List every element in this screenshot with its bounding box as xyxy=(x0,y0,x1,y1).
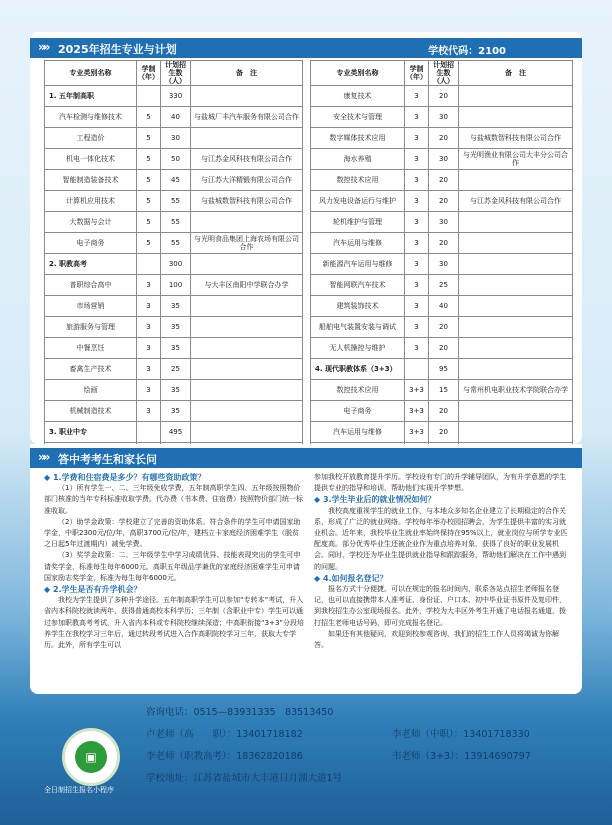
plan-cell: 30 xyxy=(161,128,191,149)
faq-question-4: ◆ 4.如何报名登记？ xyxy=(314,573,388,583)
major-cell: 风力发电设备运行与维护 xyxy=(311,191,405,212)
admission-plan-card xyxy=(30,32,582,444)
note-cell: 与盐城数智科技有限公司合作 xyxy=(191,191,303,212)
major-cell: 计算机应用技术 xyxy=(45,191,137,212)
school-code: 学校代码：2100 xyxy=(428,46,506,57)
years-cell: 3 xyxy=(405,254,429,275)
major-cell: 建筑装饰技术 xyxy=(311,296,405,317)
major-cell: 中餐烹饪 xyxy=(45,338,137,359)
major-cell: 轮机维护与管理 xyxy=(311,212,405,233)
plan-cell: 20 xyxy=(429,422,459,443)
faq-title-bar xyxy=(30,448,582,468)
years-cell: 3 xyxy=(137,359,161,380)
major-cell: 数控技术应用 xyxy=(311,380,405,401)
years-cell: 5 xyxy=(137,233,161,254)
table-row xyxy=(45,170,303,191)
years-cell: 3 xyxy=(405,170,429,191)
years-cell xyxy=(137,422,161,443)
years-cell xyxy=(137,86,161,107)
plan-cell: 40 xyxy=(161,107,191,128)
major-cell: 机电一体化技术 xyxy=(45,149,137,170)
years-cell: 3 xyxy=(405,212,429,233)
table-row xyxy=(311,191,573,212)
plan-cell: 20 xyxy=(429,401,459,422)
table-row xyxy=(311,422,573,443)
major-cell: 无人机操控与维护 xyxy=(311,338,405,359)
plan-cell: 35 xyxy=(161,317,191,338)
table-row xyxy=(45,317,303,338)
note-cell xyxy=(459,170,573,191)
table-row xyxy=(45,338,303,359)
major-cell: 海水养殖 xyxy=(311,149,405,170)
teacher-contact-1: 卢老师（高 职）：13401718182 xyxy=(146,729,303,740)
major-cell: 工程造价 xyxy=(45,128,137,149)
major-cell: 数控技术应用 xyxy=(311,170,405,191)
plan-cell: 45 xyxy=(161,170,191,191)
years-cell: 3 xyxy=(137,317,161,338)
col-header-plan: 计划招生数（人） xyxy=(161,61,191,86)
faq-answer-1-1: （1）所有学生一、二、三年级免收学费，五年制高职学生四、五年级按照物价部门核准的当年专科标准收取学费。代办费（书本费、住宿费）按照物价部门统一标准收取。 xyxy=(44,484,303,515)
note-cell xyxy=(459,401,573,422)
years-cell: 3 xyxy=(405,107,429,128)
plan-cell: 55 xyxy=(161,191,191,212)
note-cell xyxy=(459,275,573,296)
qr-caption: 全日制招生报名小程序 xyxy=(44,786,114,794)
section-row xyxy=(311,359,573,380)
table-row xyxy=(311,212,573,233)
plan-cell: 35 xyxy=(161,380,191,401)
plan-cell: 20 xyxy=(429,128,459,149)
note-cell xyxy=(191,254,303,275)
plan-cell: 100 xyxy=(161,275,191,296)
note-cell xyxy=(191,212,303,233)
note-cell xyxy=(191,338,303,359)
plan-cell: 20 xyxy=(429,317,459,338)
major-cell: 普职综合高中 xyxy=(45,275,137,296)
major-cell: 数字媒体技术应用 xyxy=(311,128,405,149)
contact-block xyxy=(110,696,580,816)
years-cell: 3 xyxy=(405,338,429,359)
col-header-major: 专业类别名称 xyxy=(45,61,137,86)
col-header-plan: 计划招生数（人） xyxy=(429,61,459,86)
table-row xyxy=(311,233,573,254)
note-cell xyxy=(459,338,573,359)
table-row xyxy=(311,128,573,149)
years-cell: 3 xyxy=(405,275,429,296)
plan-cell: 30 xyxy=(429,107,459,128)
note-cell: 与盐城数智科技有限公司合作 xyxy=(459,128,573,149)
note-cell: 与江苏大洋精锻有限公司合作 xyxy=(191,170,303,191)
col-header-years: 学制（年） xyxy=(137,61,161,86)
major-cell: 2. 职教高考 xyxy=(45,254,137,275)
note-cell xyxy=(191,86,303,107)
years-cell: 3 xyxy=(405,317,429,338)
table-row xyxy=(311,254,573,275)
note-cell xyxy=(459,296,573,317)
years-cell: 3 xyxy=(137,401,161,422)
plan-cell: 35 xyxy=(161,401,191,422)
years-cell: 3 xyxy=(137,338,161,359)
plan-cell: 30 xyxy=(429,149,459,170)
plan-cell: 495 xyxy=(161,422,191,443)
table-row xyxy=(45,233,303,254)
major-cell: 汽车运用与维修 xyxy=(311,233,405,254)
col-header-note: 备 注 xyxy=(459,61,573,86)
note-cell: 与大丰区南阳中学联合办学 xyxy=(191,275,303,296)
plan-cell: 20 xyxy=(429,338,459,359)
note-cell xyxy=(191,317,303,338)
double-chevron-icon: »» xyxy=(38,450,48,464)
table-row xyxy=(45,128,303,149)
years-cell: 3 xyxy=(405,233,429,254)
plan-table-right xyxy=(310,60,573,444)
col-header-major: 专业类别名称 xyxy=(311,61,405,86)
faq-answer-4-1: 报名方式十分便捷。可以在规定的报名时间内，联系各站点招生老师报名登记，也可以直接携带本人准考证、身份证、户口本、初中毕业证书原件及复印件，到我校招生办公室现场报名。此外，学校为大丰区外考生开通了电话报名通道，拨打招生老师电话号码，即可完成报名登记。 xyxy=(314,585,566,627)
years-cell xyxy=(405,359,429,380)
table-row xyxy=(45,359,303,380)
note-cell xyxy=(191,401,303,422)
major-cell: 安全技术与管理 xyxy=(311,107,405,128)
plan-title: 2025年招生专业与计划 xyxy=(58,43,177,56)
years-cell: 3 xyxy=(405,149,429,170)
faq-title: 答中考考生和家长问 xyxy=(58,453,157,466)
note-cell: 与光明食品集团上海农场有限公司合作 xyxy=(191,233,303,254)
faq-card xyxy=(30,444,582,694)
years-cell: 3 xyxy=(405,296,429,317)
major-cell: 电子商务 xyxy=(45,233,137,254)
years-cell: 3 xyxy=(137,296,161,317)
major-cell: 电子商务 xyxy=(311,401,405,422)
faq-left-column xyxy=(44,472,306,651)
years-cell: 3+3 xyxy=(405,401,429,422)
major-cell: 旅游服务与管理 xyxy=(45,317,137,338)
major-cell: 机械制造技术 xyxy=(45,401,137,422)
major-cell: 大数据与会计 xyxy=(45,212,137,233)
years-cell: 3 xyxy=(137,380,161,401)
major-cell: 智能制造装备技术 xyxy=(45,170,137,191)
faq-question-1: ◆ 1.学费和住宿费是多少？有哪些资助政策？ xyxy=(44,473,206,482)
plan-cell: 35 xyxy=(161,296,191,317)
major-cell: 1. 五年制高职 xyxy=(45,86,137,107)
years-cell: 3+3 xyxy=(405,380,429,401)
section-row xyxy=(45,422,303,443)
section-row xyxy=(45,254,303,275)
plan-cell: 95 xyxy=(429,359,459,380)
major-cell: 新能源汽车运用与维修 xyxy=(311,254,405,275)
years-cell xyxy=(137,254,161,275)
teacher-contact-4: 韦老师（3+3）：13914690797 xyxy=(392,751,531,762)
note-cell xyxy=(191,422,303,443)
plan-cell: 35 xyxy=(161,338,191,359)
table-row xyxy=(311,338,573,359)
note-cell: 与江苏金风科技有限公司合作 xyxy=(459,191,573,212)
years-cell: 5 xyxy=(137,149,161,170)
plan-cell: 20 xyxy=(429,233,459,254)
plan-cell: 15 xyxy=(429,380,459,401)
consult-phone: 咨询电话：0515—83931335 83513450 xyxy=(146,707,334,718)
table-row xyxy=(311,317,573,338)
note-cell xyxy=(459,317,573,338)
table-row xyxy=(45,296,303,317)
plan-cell: 25 xyxy=(161,359,191,380)
section-row xyxy=(45,86,303,107)
major-cell: 智能网联汽车技术 xyxy=(311,275,405,296)
col-header-years: 学制（年） xyxy=(405,61,429,86)
years-cell: 5 xyxy=(137,191,161,212)
table-row xyxy=(311,170,573,191)
table-row xyxy=(45,191,303,212)
table-row xyxy=(45,380,303,401)
table-row xyxy=(311,296,573,317)
plan-cell: 25 xyxy=(429,275,459,296)
plan-cell: 20 xyxy=(429,170,459,191)
note-cell: 与盐城厂丰汽车服务有限公司合作 xyxy=(191,107,303,128)
table-row xyxy=(311,86,573,107)
plan-cell: 55 xyxy=(161,212,191,233)
years-cell: 3 xyxy=(405,191,429,212)
note-cell xyxy=(459,212,573,233)
table-row xyxy=(311,401,573,422)
note-cell xyxy=(459,254,573,275)
table-row xyxy=(45,149,303,170)
years-cell: 5 xyxy=(137,128,161,149)
note-cell xyxy=(459,422,573,443)
faq-answer-2-2: 参加我校开放教育提升学历。学校设有专门的升学辅导团队，为有升学意愿的学生提供专业的指导和培训，帮助他们实现升学梦想。 xyxy=(314,473,566,493)
plan-cell: 330 xyxy=(161,86,191,107)
plan-title-bar xyxy=(30,38,582,58)
major-cell: 康复技术 xyxy=(311,86,405,107)
faq-answer-2-1: 我校为学生提供了多种升学途径。五年制高职学生可以参加“专转本”考试，升入省内本科院校就读两年，获得普通高校本科学历；三年制（含职业中专）学生可以通过参加职教高考考试，升入省内本科或专科院校继续深造；中高职衔接“3+3”分段培养学生在我校学习三年后，通过转段考试进入合作高职院校学习三年，获取大专学历。此外，所有学生可以 xyxy=(44,596,305,650)
note-cell: 与光明渔业有限公司大丰分公司合作 xyxy=(459,149,573,170)
years-cell: 3+3 xyxy=(405,422,429,443)
major-cell: 船舶电气装置安装与调试 xyxy=(311,317,405,338)
plan-cell: 300 xyxy=(161,254,191,275)
plan-cell: 40 xyxy=(429,296,459,317)
faq-answer-1-3: （3）奖学金政策：二、三年级学生中学习成绩优异、技能表现突出的学生可申请奖学金，标准每生每年6000元。高职五年级品学兼优的家庭经济困难学生可申请国家励志奖学金，标准为每生每年6000元。 xyxy=(44,551,301,582)
note-cell: 与常州机电职业技术学院联合办学 xyxy=(459,380,573,401)
major-cell: 市场营销 xyxy=(45,296,137,317)
school-address: 学校地址：江苏省盐城市大丰港日月湖大道1号 xyxy=(146,773,343,784)
note-cell xyxy=(459,86,573,107)
table-row xyxy=(311,380,573,401)
table-row xyxy=(311,275,573,296)
faq-question-2: ◆ 2.学生是否有升学机会？ xyxy=(44,585,142,595)
plan-cell: 50 xyxy=(161,149,191,170)
faq-right-column xyxy=(314,472,572,651)
major-cell: 绘画 xyxy=(45,380,137,401)
major-cell: 4. 现代职教体系（3+3） xyxy=(311,359,405,380)
table-row xyxy=(311,149,573,170)
years-cell: 3 xyxy=(405,86,429,107)
table-row xyxy=(311,107,573,128)
major-cell: 畜禽生产技术 xyxy=(45,359,137,380)
teacher-contact-2: 李老师（中职）：13401718330 xyxy=(392,729,530,740)
plan-cell: 30 xyxy=(429,212,459,233)
faq-question-3: ◆ 3.学生毕业后的就业情况如何？ xyxy=(314,495,436,505)
years-cell: 5 xyxy=(137,107,161,128)
note-cell xyxy=(191,359,303,380)
years-cell: 3 xyxy=(405,128,429,149)
note-cell xyxy=(459,359,573,380)
mini-program-logo-icon: ▣ xyxy=(75,741,107,773)
note-cell: 与江苏金风科技有限公司合作 xyxy=(191,149,303,170)
faq-answer-4-2: 如果还有其他疑问，欢迎到校参观咨询，我们的招生工作人员将竭诚为你解答。 xyxy=(314,629,559,650)
note-cell xyxy=(191,128,303,149)
note-cell xyxy=(191,296,303,317)
teacher-contact-3: 李老师（职教高考）：18362820186 xyxy=(146,751,303,762)
double-chevron-icon: »» xyxy=(38,40,48,54)
plan-table-left xyxy=(44,60,303,444)
plan-cell: 20 xyxy=(429,86,459,107)
table-row xyxy=(45,212,303,233)
years-cell: 5 xyxy=(137,212,161,233)
col-header-note: 备 注 xyxy=(191,61,303,86)
faq-answer-1-2: （2）助学金政策：学校建立了完善的资助体系。符合条件的学生可申请国家助学金，中职2300元/位/年，高职3700元/位/年，建档立卡家庭经济困难学生（脱贫之日起5年过渡期内）减免学费。 xyxy=(44,517,301,549)
note-cell xyxy=(459,233,573,254)
plan-cell: 20 xyxy=(429,191,459,212)
table-row xyxy=(45,275,303,296)
years-cell: 3 xyxy=(137,275,161,296)
major-cell: 汽车运用与维修 xyxy=(311,422,405,443)
plan-cell: 30 xyxy=(429,254,459,275)
table-row xyxy=(45,401,303,422)
major-cell: 汽车检测与维修技术 xyxy=(45,107,137,128)
plan-cell: 55 xyxy=(161,233,191,254)
table-row xyxy=(45,107,303,128)
note-cell xyxy=(191,380,303,401)
years-cell: 5 xyxy=(137,170,161,191)
faq-answer-3-1: 我校高度重视学生的就业工作，与本地众多知名企业建立了长期稳定的合作关系，形成了广泛的就业网络。学校每年举办校园招聘会，为学生提供丰富的实习就业机会。近年来，我校毕业生就业率始终保持在95%以上，就业岗位与所学专业匹配度高。部分优秀毕业生还被企业作为重点培养对象，获得了良好的职业发展机会。同时，学校还为毕业生提供就业指导和跟踪服务，帮助他们解决在工作中遇到的问题。 xyxy=(314,506,568,571)
major-cell: 3. 职业中专 xyxy=(45,422,137,443)
note-cell xyxy=(459,107,573,128)
